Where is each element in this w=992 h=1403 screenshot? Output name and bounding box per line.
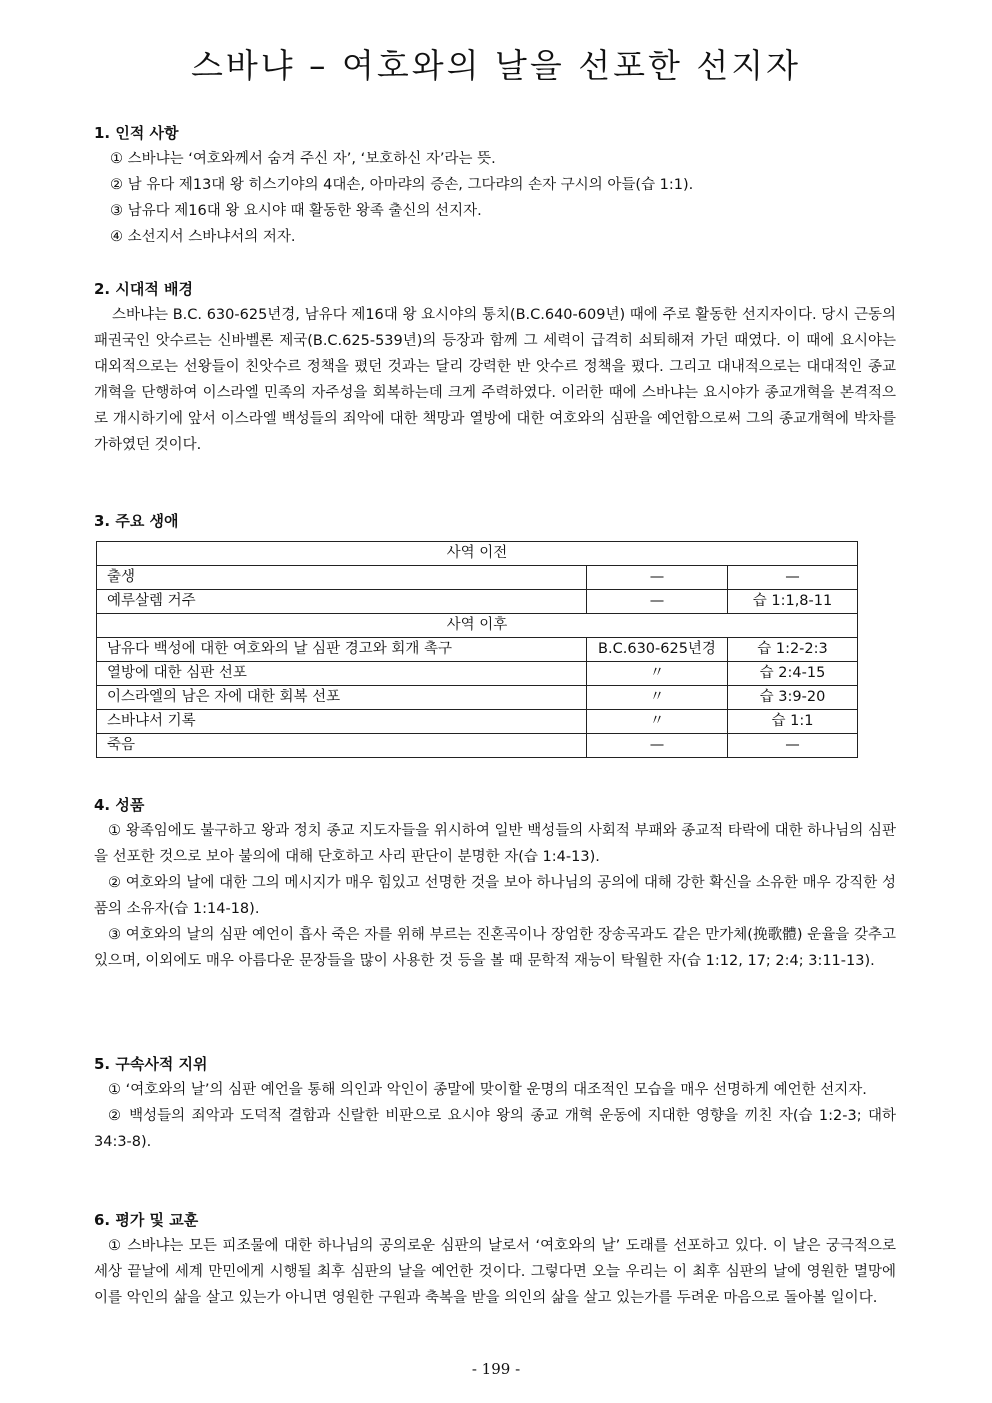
page-number: - 199 -: [471, 1360, 521, 1378]
reference-cell: 습 1:2-2:3: [728, 638, 858, 662]
event-cell: 예루살렘 거주: [97, 590, 587, 614]
table-row: [97, 662, 858, 686]
table-row: [97, 566, 858, 590]
section-redemptive-position: [94, 1051, 896, 1155]
group-header-before: 사역 이전: [97, 542, 858, 566]
date-cell: —: [587, 734, 728, 758]
table-group-row: [97, 542, 858, 566]
reference-cell: —: [728, 734, 858, 758]
page-title: 스바냐 – 여호와의 날을 선포한 선지자: [190, 46, 802, 85]
list-item: ② 남 유다 제13대 왕 히스기야의 4대손, 아마랴의 증손, 그다랴의 손자 구시의 아들(습 1:1).: [110, 177, 694, 193]
table-row: [97, 638, 858, 662]
life-events-table: [96, 541, 858, 758]
table-row: [97, 590, 858, 614]
event-cell: 출생: [97, 566, 587, 590]
table-row: [97, 710, 858, 734]
section-main-life: [94, 508, 896, 534]
list-item: ③ 남유다 제16대 왕 요시야 때 활동한 왕족 출신의 선지자.: [110, 203, 482, 219]
paragraph: 스바냐는 B.C. 630-625년경, 남유다 제16대 왕 요시야의 통치(B.C.640-609년) 때에 주로 활동한 선지자이다. 당시 근동의 패권국인 앗수르는 신바벨론 제국(B.C.625-539년)의 등장과 함께 그 세력이 급격히 쇠퇴해져 가던 때였다. 이 때에 요시야는 대외적으로는 선왕들이 친앗수르 정책을 폈던 것과는 달리 강력한 반 앗수르 정책을 폈다. 그리고 대내적으로는 대대적인 종교개혁을 단행하여 이스라엘 민족의 자주성을 회복하는데 크게 주력하였다. 이러한 때에 스바냐는 요시야가 종교개혁을 본격적으로 개시하기에 앞서 이스라엘 백성들의 죄악에 대한 책망과 열방에 대한 여호와의 심판을 예언함으로써 그의 종교개혁에 박차를 가하였던 것이다.: [94, 307, 896, 453]
date-cell: —: [587, 566, 728, 590]
section-personal-info: [94, 120, 896, 250]
section-character: [94, 792, 896, 974]
reference-cell: 습 1:1,8-11: [728, 590, 858, 614]
paragraph: ② 여호와의 날에 대한 그의 메시지가 매우 힘있고 선명한 것을 보아 하나님의 공의에 대해 강한 확신을 소유한 매우 강직한 성품의 소유자(습 1:14-18).: [94, 875, 896, 917]
table-row: [97, 686, 858, 710]
section-heading: 3. 주요 생애: [94, 512, 179, 530]
date-cell: 〃: [587, 710, 728, 734]
list-item: ① 스바냐는 ‘여호와께서 숨겨 주신 자’, ‘보호하신 자’라는 뜻.: [110, 151, 496, 167]
event-cell: 이스라엘의 남은 자에 대한 회복 선포: [97, 686, 587, 710]
reference-cell: 습 1:1: [728, 710, 858, 734]
date-cell: 〃: [587, 686, 728, 710]
reference-cell: 습 2:4-15: [728, 662, 858, 686]
reference-cell: —: [728, 566, 858, 590]
paragraph: ③ 여호와의 날의 심판 예언이 흡사 죽은 자를 위해 부르는 진혼곡이나 장엄한 장송곡과도 같은 만가체(挽歌體) 운율을 갖추고 있으며, 이외에도 매우 아름다운 문장들을 많이 사용한 것 등을 볼 때 문학적 재능이 탁월한 자(습 1:12, 17; 2:4; 3:11-13).: [94, 927, 896, 969]
event-cell: 남유다 백성에 대한 여호와의 날 심판 경고와 회개 촉구: [97, 638, 587, 662]
event-cell: 열방에 대한 심판 선포: [97, 662, 587, 686]
date-cell: —: [587, 590, 728, 614]
list-item: ④ 소선지서 스바냐서의 저자.: [110, 229, 296, 245]
event-cell: 스바냐서 기록: [97, 710, 587, 734]
section-heading: 6. 평가 및 교훈: [94, 1211, 199, 1229]
section-heading: 5. 구속사적 지위: [94, 1055, 208, 1073]
reference-cell: 습 3:9-20: [728, 686, 858, 710]
section-heading: 2. 시대적 배경: [94, 280, 194, 298]
paragraph: ② 백성들의 죄악과 도덕적 결함과 신랄한 비판으로 요시야 왕의 종교 개혁 운동에 지대한 영향을 끼친 자(습 1:2-3; 대하 34:3-8).: [94, 1108, 896, 1150]
paragraph: ① 왕족임에도 불구하고 왕과 정치 종교 지도자들을 위시하여 일반 백성들의 사회적 부패와 종교적 타락에 대한 하나님의 심판을 선포한 것으로 보아 불의에 대해 단호하고 사리 판단이 분명한 자(습 1:4-13).: [94, 823, 896, 865]
group-header-after: 사역 이후: [97, 614, 858, 638]
table-group-row: [97, 614, 858, 638]
table-row: [97, 734, 858, 758]
section-evaluation-lessons: [94, 1207, 896, 1311]
section-heading: 1. 인적 사항: [94, 124, 179, 142]
date-cell: B.C.630-625년경: [587, 638, 728, 662]
paragraph: ① ‘여호와의 날’의 심판 예언을 통해 의인과 악인이 종말에 맞이할 운명의 대조적인 모습을 매우 선명하게 예언한 선지자.: [108, 1082, 867, 1098]
event-cell: 죽음: [97, 734, 587, 758]
section-heading: 4. 성품: [94, 796, 145, 814]
paragraph: ① 스바냐는 모든 피조물에 대한 하나님의 공의로운 심판의 날로서 ‘여호와의 날’ 도래를 선포하고 있다. 이 날은 궁극적으로 세상 끝날에 세계 만민에게 시행될 최후 심판의 날을 예언한 것이다. 그렇다면 오늘 우리는 이 최후 심판의 날에 영원한 멸망에 이를 악인의 삶을 살고 있는가 아니면 영원한 구원과 축복을 받을 의인의 삶을 살고 있는가를 두려운 마음으로 돌아볼 일이다.: [94, 1238, 896, 1306]
date-cell: 〃: [587, 662, 728, 686]
section-historical-background: [94, 276, 896, 458]
